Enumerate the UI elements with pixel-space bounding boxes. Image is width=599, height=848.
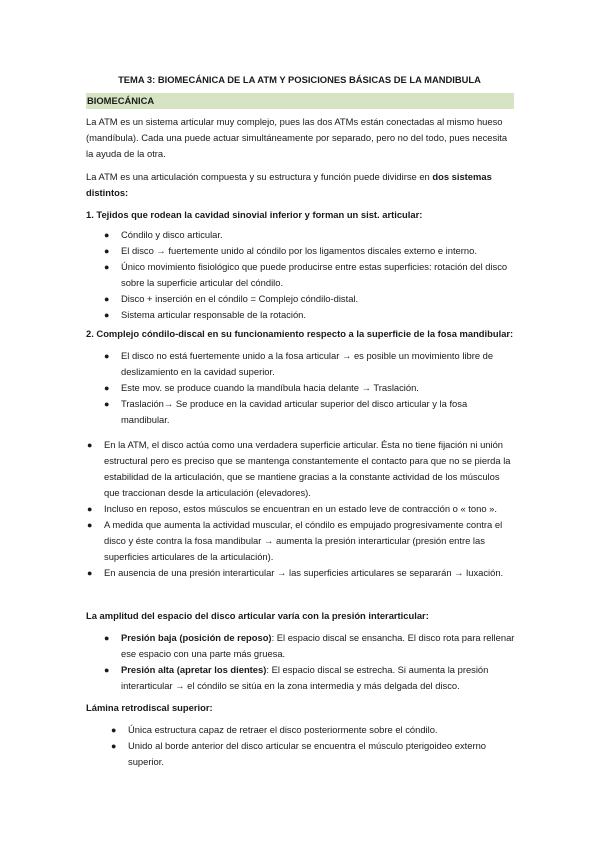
bullet-icon: ●	[87, 568, 93, 578]
list-item: ● Cóndilo y disco articular.	[121, 227, 516, 243]
list-item: ● Disco + inserción en el cóndilo = Complejo cóndilo-distal.	[121, 291, 516, 307]
heading-3: La amplitud del espacio del disco articular varía con la presión interarticular:	[86, 610, 429, 621]
document-title: TEMA 3: BIOMECÁNICA DE LA ATM Y POSICIONES BÁSICAS DE LA MANDIBULA	[118, 74, 481, 85]
bullet-icon: ●	[111, 725, 117, 735]
list-item: ● En ausencia de una presión interarticular → las superficies articulares se separarán → luxación.	[104, 565, 516, 581]
bullet-icon: ●	[104, 262, 110, 272]
list-item: ● El disco no está fuertemente unido a la fosa articular → es posible un movimiento libre de deslizamiento en la cavidad superior.	[104, 350, 494, 377]
list-item: ● Único movimiento fisiológico que puede producirse entre estas superficies: rotación del disco sobre la superficie articular del cóndilo.	[104, 261, 508, 288]
bullet-icon: ●	[104, 310, 110, 320]
intro-text-2	[86, 169, 516, 201]
list-item: ● Traslación→ Se produce en la cavidad articular superior del disco articular y la fosa mandibular.	[104, 398, 468, 425]
intro-text-2-bold: dos sistemas distintos:	[86, 171, 492, 198]
list-4	[104, 630, 516, 694]
list-item: ● El disco → fuertemente unido al cóndilo por los ligamentos discales externo e interno.	[121, 243, 516, 259]
list-item: ● A medida que aumenta la actividad muscular, el cóndilo es empujado progresivamente contra el disco y éste contra la fosa mandibular → aumenta la presión interarticular (presión entre las superficies articulares de la articulación).	[87, 519, 503, 562]
bullet-icon: ●	[104, 383, 110, 393]
bullet-icon: ●	[104, 230, 110, 240]
list-item: ● En la ATM, el disco actúa como una verdadera superficie articular. Ésta no tiene fijación ni unión estructural pero es preciso que se mantenga constantemente el contacto para que no se pierda la estabilidad de la articulación, que se mantiene gracias a la constante actividad de los músculos que traccionan desde la articulación (elevadores).	[87, 439, 511, 498]
list-item: ● Sistema articular responsable de la rotación.	[121, 307, 516, 323]
list-item: ● Única estructura capaz de retraer el disco posteriormente sobre el cóndilo.	[128, 722, 516, 738]
list-item: ● Presión alta (apretar los dientes): El espacio discal se estrecha. Si aumenta la presión interarticular → el cóndilo se sitúa en la zona intermedia y más delgada del disco.	[104, 664, 489, 691]
intro-text-2-plain: La ATM es una articulación compuesta y su estructura y función puede dividirse en	[86, 171, 433, 182]
list-5	[111, 722, 516, 770]
list-3	[87, 437, 516, 581]
bullet-icon: ●	[104, 665, 110, 675]
intro-text-1: La ATM es un sistema articular muy complejo, pues las dos ATMs están conectadas al mismo hueso (mandíbula). Cada una puede actuar simultáneamente por separado, pero no del todo, pues necesita la ayuda de la otra.	[86, 116, 508, 159]
list-item: ● Unido al borde anterior del disco articular se encuentra el músculo pterigoideo externo superior.	[111, 740, 487, 767]
bullet-icon: ●	[87, 504, 93, 514]
bullet-icon: ●	[104, 351, 110, 361]
list-2	[104, 348, 516, 428]
list-item: ● Presión baja (posición de reposo): El espacio discal se ensancha. El disco rota para rellenar ese espacio con una parte más gruesa.	[104, 632, 515, 659]
intro-paragraph-2	[86, 169, 516, 201]
bullet-icon: ●	[104, 294, 110, 304]
heading-2: 2. Complejo cóndilo-discal en su funcionamiento respecto a la superficie de la fosa mandibular:	[86, 328, 514, 339]
bullet-icon: ●	[104, 399, 110, 409]
heading-1: 1. Tejidos que rodean la cavidad sinovial inferior y forman un sist. articular:	[86, 209, 423, 220]
bullet-icon: ●	[104, 633, 110, 643]
list-1	[104, 227, 516, 323]
heading-4: Lámina retrodiscal superior:	[86, 702, 213, 713]
intro-paragraph-1	[86, 114, 516, 162]
bullet-icon: ●	[87, 520, 93, 530]
list-item: ● Este mov. se produce cuando la mandíbula hacia delante → Traslación.	[121, 380, 516, 396]
list-item: ● Incluso en reposo, estos músculos se encuentran en un estado leve de contracción o « tono ».	[104, 501, 516, 517]
section-heading: BIOMECÁNICA	[86, 93, 514, 109]
bullet-icon: ●	[87, 440, 93, 450]
bullet-icon: ●	[111, 741, 117, 751]
bullet-icon: ●	[104, 246, 110, 256]
